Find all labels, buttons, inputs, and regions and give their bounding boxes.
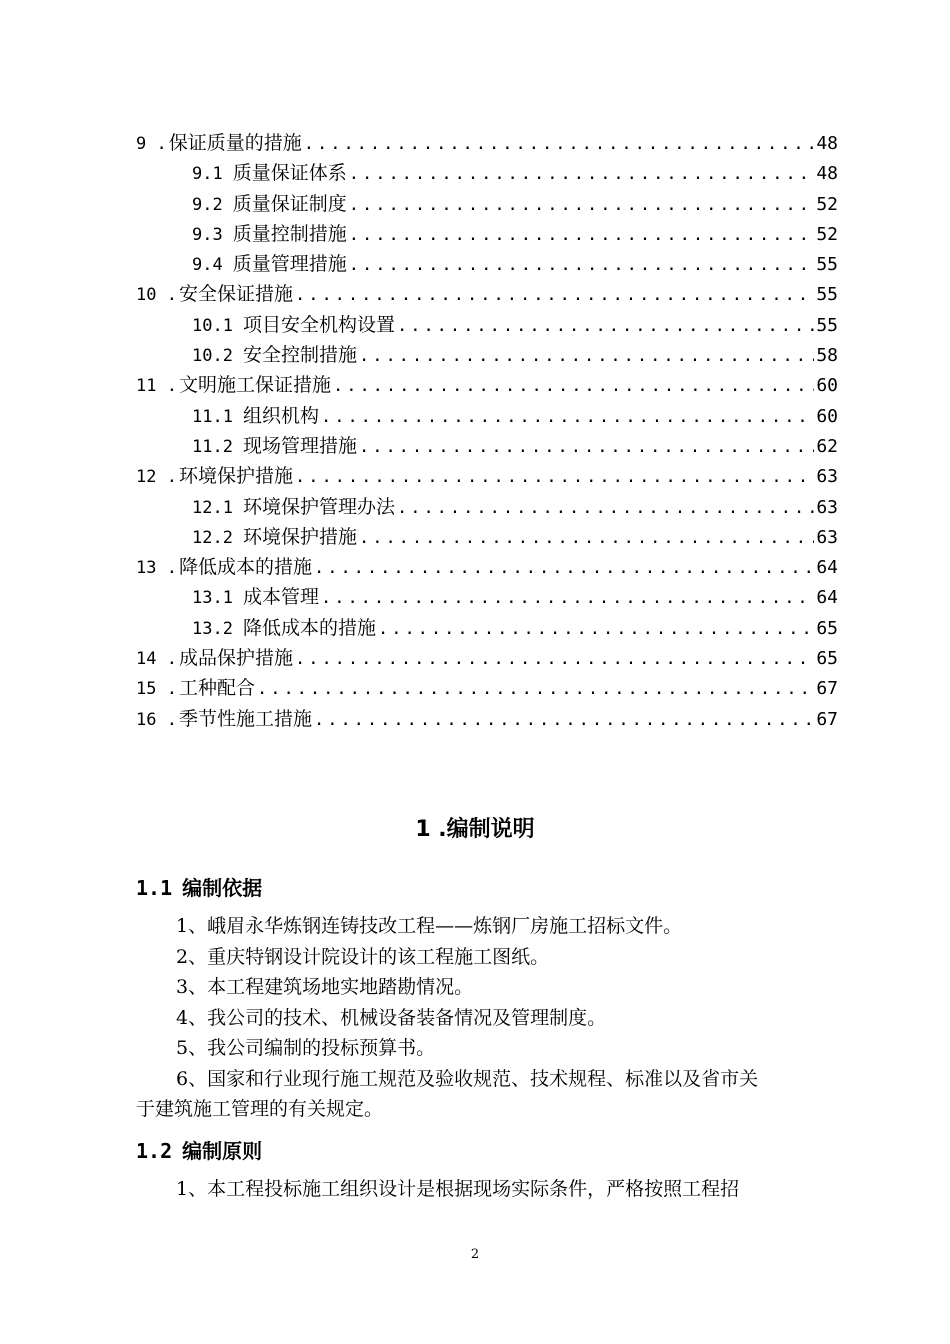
toc-entry-page: 63 (816, 496, 838, 518)
toc-entry-title: 项目安全机构设置 (242, 313, 395, 336)
toc-entry-page: 65 (816, 617, 838, 639)
toc-entry-title: 安全控制措施 (242, 344, 357, 367)
toc-entry (136, 310, 838, 340)
toc-entry (136, 673, 838, 703)
toc-entry (136, 522, 838, 552)
section-title: 1 .编制说明 (415, 817, 535, 842)
toc-entry (136, 279, 838, 309)
toc-entry (136, 613, 838, 643)
toc-leader-dots (349, 220, 815, 250)
toc-entry-number: 10.2 (192, 346, 233, 367)
toc-entry-title: 工种配合 (178, 677, 255, 700)
toc-entry-title: 文明施工保证措施 (178, 374, 331, 397)
paragraph-item-6-line-2: 于建筑施工管理的有关规定。 (136, 1098, 384, 1120)
toc-leader-dots (349, 190, 815, 220)
toc-leader-dots (359, 341, 814, 371)
toc-entry-title: 质量保证体系 (232, 162, 347, 185)
table-of-contents (136, 128, 838, 734)
toc-entry (136, 189, 838, 219)
toc-entry-title: 季节性施工措施 (178, 707, 312, 730)
toc-entry (136, 643, 838, 673)
paragraph-item-5: 5、我公司编制的投标预算书。 (176, 1037, 436, 1059)
toc-entry-number: 13 . (136, 558, 177, 579)
toc-leader-dots (295, 462, 814, 492)
toc-entry-number: 14 . (136, 649, 177, 670)
toc-leader-dots (295, 644, 814, 674)
toc-entry-page: 52 (816, 193, 838, 215)
toc-entry (136, 340, 838, 370)
toc-entry-number: 9 . (136, 134, 167, 154)
toc-entry-number: 12.2 (192, 527, 233, 548)
toc-entry (136, 704, 838, 734)
toc-entry (136, 582, 838, 612)
paragraph-item-3: 3、本工程建筑场地实地踏勘情况。 (176, 976, 474, 998)
subsection-heading-1-2 (136, 1135, 262, 1164)
toc-entry-number: 9.4 (192, 255, 223, 276)
toc-entry-title: 成本管理 (242, 586, 319, 609)
toc-entry-title: 环境保护措施 (242, 525, 357, 548)
toc-leader-dots (349, 250, 815, 280)
toc-leader-dots (314, 705, 814, 735)
toc-leader-dots (359, 432, 814, 462)
toc-entry-number: 9.3 (192, 224, 223, 245)
toc-entry-title: 成品保护措施 (178, 647, 293, 670)
paragraph-item-6-line-1: 6、国家和行业现行施工规范及验收规范、技术规程、标准以及省市关 (176, 1067, 759, 1090)
toc-entry (136, 219, 838, 249)
toc-entry-number: 10 . (136, 285, 177, 306)
toc-entry (136, 128, 838, 158)
toc-leader-dots (257, 674, 814, 704)
toc-entry (136, 461, 838, 491)
toc-leader-dots (359, 523, 814, 553)
toc-entry-number: 10.1 (192, 315, 233, 336)
subsection-number: 1.2 (136, 1139, 173, 1163)
toc-entry-number: 11 . (136, 376, 177, 397)
toc-entry-page: 60 (816, 405, 838, 427)
toc-entry-number: 9.2 (192, 194, 223, 215)
toc-entry-title: 降低成本的措施 (178, 556, 312, 579)
toc-leader-dots (333, 371, 814, 401)
toc-entry-page: 55 (816, 314, 838, 336)
toc-entry-page: 67 (816, 708, 838, 730)
toc-entry-number: 13.1 (192, 588, 233, 609)
toc-entry-title: 质量控制措施 (232, 222, 347, 245)
toc-entry-number: 16 . (136, 709, 177, 730)
toc-entry-number: 15 . (136, 679, 177, 700)
toc-entry-title: 安全保证措施 (178, 283, 293, 306)
toc-entry-title: 环境保护管理办法 (242, 495, 395, 518)
toc-entry (136, 158, 838, 188)
paragraph-principle-1: 1、本工程投标施工组织设计是根据现场实际条件，严格按照工程招 (176, 1178, 740, 1200)
toc-leader-dots (295, 280, 814, 310)
toc-entry (136, 370, 838, 400)
toc-entry-number: 12.1 (192, 497, 233, 518)
toc-entry-page: 67 (816, 678, 838, 700)
toc-leader-dots (397, 493, 814, 523)
toc-entry-page: 64 (816, 587, 838, 609)
toc-entry-page: 48 (816, 163, 838, 185)
toc-entry (136, 492, 838, 522)
toc-entry-page: 48 (816, 133, 838, 154)
toc-entry-page: 63 (816, 526, 838, 548)
toc-entry-title: 质量管理措施 (232, 253, 347, 276)
toc-leader-dots (321, 402, 814, 432)
toc-entry-number: 9.1 (192, 164, 223, 185)
toc-leader-dots (304, 129, 815, 159)
toc-entry (136, 552, 838, 582)
toc-entry-page: 63 (816, 466, 838, 488)
toc-entry-page: 55 (816, 254, 838, 276)
toc-leader-dots (349, 159, 815, 189)
toc-entry-number: 12 . (136, 467, 177, 488)
toc-entry-title: 保证质量的措施 (168, 132, 302, 154)
subsection-number: 1.1 (136, 876, 173, 900)
toc-entry-title: 环境保护措施 (178, 465, 293, 488)
toc-entry-page: 62 (816, 435, 838, 457)
toc-entry-number: 11.1 (192, 406, 233, 427)
toc-entry-page: 60 (816, 375, 838, 397)
toc-entry-page: 55 (816, 284, 838, 306)
toc-leader-dots (397, 311, 814, 341)
toc-entry-title: 质量保证制度 (232, 192, 347, 215)
toc-leader-dots (314, 553, 814, 583)
subsection-title: 编制依据 (182, 876, 263, 900)
paragraph-item-2: 2、重庆特钢设计院设计的该工程施工图纸。 (176, 945, 550, 968)
toc-entry (136, 431, 838, 461)
paragraph-item-1: 1、峨眉永华炼钢连铸技改工程——炼钢厂房施工招标文件。 (176, 915, 683, 937)
toc-entry-page: 58 (816, 345, 838, 367)
toc-entry-title: 降低成本的措施 (242, 616, 376, 639)
toc-entry-title: 组织机构 (242, 404, 319, 427)
toc-entry-page: 65 (816, 648, 838, 670)
toc-entry-number: 11.2 (192, 436, 233, 457)
toc-entry-page: 64 (816, 557, 838, 579)
toc-entry (136, 249, 838, 279)
toc-entry (136, 401, 838, 431)
page-number: 2 (470, 1247, 480, 1262)
subsection-title: 编制原则 (182, 1139, 263, 1163)
paragraph-item-4: 4、我公司的技术、机械设备装备情况及管理制度。 (176, 1006, 607, 1029)
subsection-heading-1-1 (136, 872, 262, 901)
toc-entry-number: 13.2 (192, 618, 233, 639)
toc-entry-page: 52 (816, 223, 838, 245)
toc-entry-title: 现场管理措施 (242, 434, 357, 457)
toc-leader-dots (378, 614, 814, 644)
toc-leader-dots (321, 583, 814, 613)
